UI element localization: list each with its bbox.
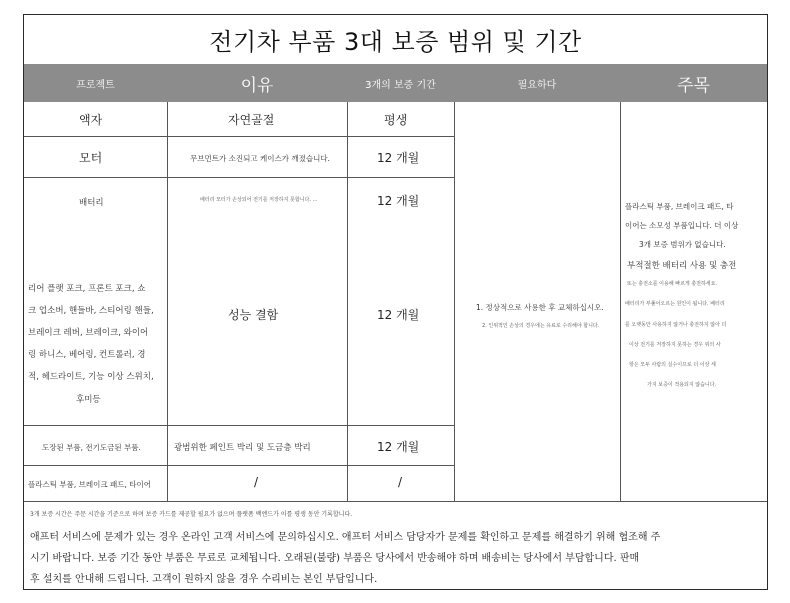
project-line: 링 하니스, 베어링, 컨트롤러, 경 [28,350,146,360]
period-cell-container [348,102,455,137]
header-need: 필요하다 [517,79,557,91]
project-line: 리어 플랫 포크, 프론트 포크, 쇼 [28,284,146,294]
reason-cell: 배터리 모터가 손상되어 전기를 저장하지 못합니다. … [200,197,318,203]
period-cell-container [348,466,455,502]
reason-cell: 무브먼트가 소진되고 케이스가 깨졌습니다. [190,154,330,163]
project-line: 후미등 [76,395,101,405]
header-project: 프로젝트 [76,79,115,91]
reason-cell-container [168,102,348,137]
reason-cell: 광범위한 페인트 박리 및 도금층 박리 [174,443,311,453]
need-line: 2. 인위적인 손상의 경우에는 유료로 수리해야 합니다. [482,323,600,329]
period-cell: 12 개월 [377,151,420,165]
period-cell: 평생 [384,113,408,127]
note-line: 3개 보증 범위가 없습니다. [639,240,726,249]
project-line: 크 업소버, 핸들바, 스티어링 핸들, [28,306,154,316]
note-line: 가지 보증이 적용되지 않습니다. [647,382,717,388]
document-title: 전기차 부품 3대 보증 범위 및 기간 [209,28,582,56]
reason-cell: 성능 결함 [228,308,279,322]
header-period: 3개의 보증 기간 [365,79,436,91]
reason-cell-container [168,137,348,178]
footer-line: 애프터 서비스에 문제가 있는 경우 온라인 고객 서비스에 문의하십시오. 애프터 서비스 담당자가 문제를 확인하고 문제를 해결하기 위해 협조해 주 [30,532,661,543]
table-row [24,238,168,426]
table-header [24,64,767,102]
reason-cell-container [168,466,348,502]
period-cell: 12 개월 [377,308,420,322]
table-row [24,178,168,238]
reason-cell-container [168,178,348,426]
warranty-table [24,102,767,502]
header-note: 주목 [677,75,710,96]
note-line: 플라스틱 부품, 브레이크 패드, 타 [625,202,734,211]
project-line: 적, 헤드라이트, 기능 이상 스위치, [28,372,154,382]
period-cell: 12 개월 [377,194,420,208]
period-cell-container [348,137,455,178]
note-line: 를 오랫동안 사용하지 않거나 충전하지 않아 더 [625,322,727,328]
table-row [24,466,168,502]
header-reason: 이유 [240,75,274,96]
project-line: 브레이크 레버, 브레이크, 와이어 [28,328,149,338]
reason-cell-container [168,426,348,466]
reason-cell: 자연골절 [228,113,275,127]
period-cell-container [348,178,455,426]
table-row [24,102,168,137]
project-cell: 모터 [79,151,103,165]
need-line: 1. 정상적으로 사용한 후 교체하십시오. [476,303,604,312]
note-column [621,102,767,502]
project-cell: 배터리 [79,198,104,208]
footer-line: 시기 바랍니다. 보증 기간 동안 부품은 무료로 교체됩니다. 오래된(불량) 부품은 당사에서 반송해야 하며 배송비는 당사에서 부담합니다. 판매 [30,553,640,564]
project-cell: 플라스틱 부품, 브레이크 패드, 타이어 [28,480,151,489]
note-line: 이어는 소모성 부품입니다. 더 이상 [625,221,739,230]
note-line: 이상 전기를 저장하지 못하는 경우 위의 사 [629,342,721,348]
note-line: 부적절한 배터리 사용 및 충전 [627,261,737,271]
note-line: 또는 충전소를 이용해 빠르게 충전하세요. [627,281,718,287]
warranty-document [23,14,768,590]
project-cell: 도장된 부품, 전기도금된 부품. [42,443,141,452]
period-cell-container [348,426,455,466]
footer-line: 후 설치를 안내해 드립니다. 고객이 원하지 않을 경우 수리비는 본인 부담입니다. [30,574,378,585]
note-line: 항은 모두 사람의 실수이므로 더 이상 세 [629,362,716,368]
table-row [24,426,168,466]
note-line: 배터리가 부풀어오르는 원인이 됩니다. 배터리 [625,301,725,307]
period-cell: / [398,475,403,489]
period-cell: 12 개월 [377,440,420,454]
footer-notes [24,502,767,589]
footer-small-note: 3개 보증 시간은 주문 시간을 기준으로 하며 보증 카드를 제공할 필요가 없으며 플랫폼 백엔드가 이를 평생 동안 기록합니다. [30,511,353,518]
table-row [24,137,168,178]
need-column [455,102,621,502]
reason-cell: / [254,475,259,489]
project-cell: 액자 [79,113,103,127]
